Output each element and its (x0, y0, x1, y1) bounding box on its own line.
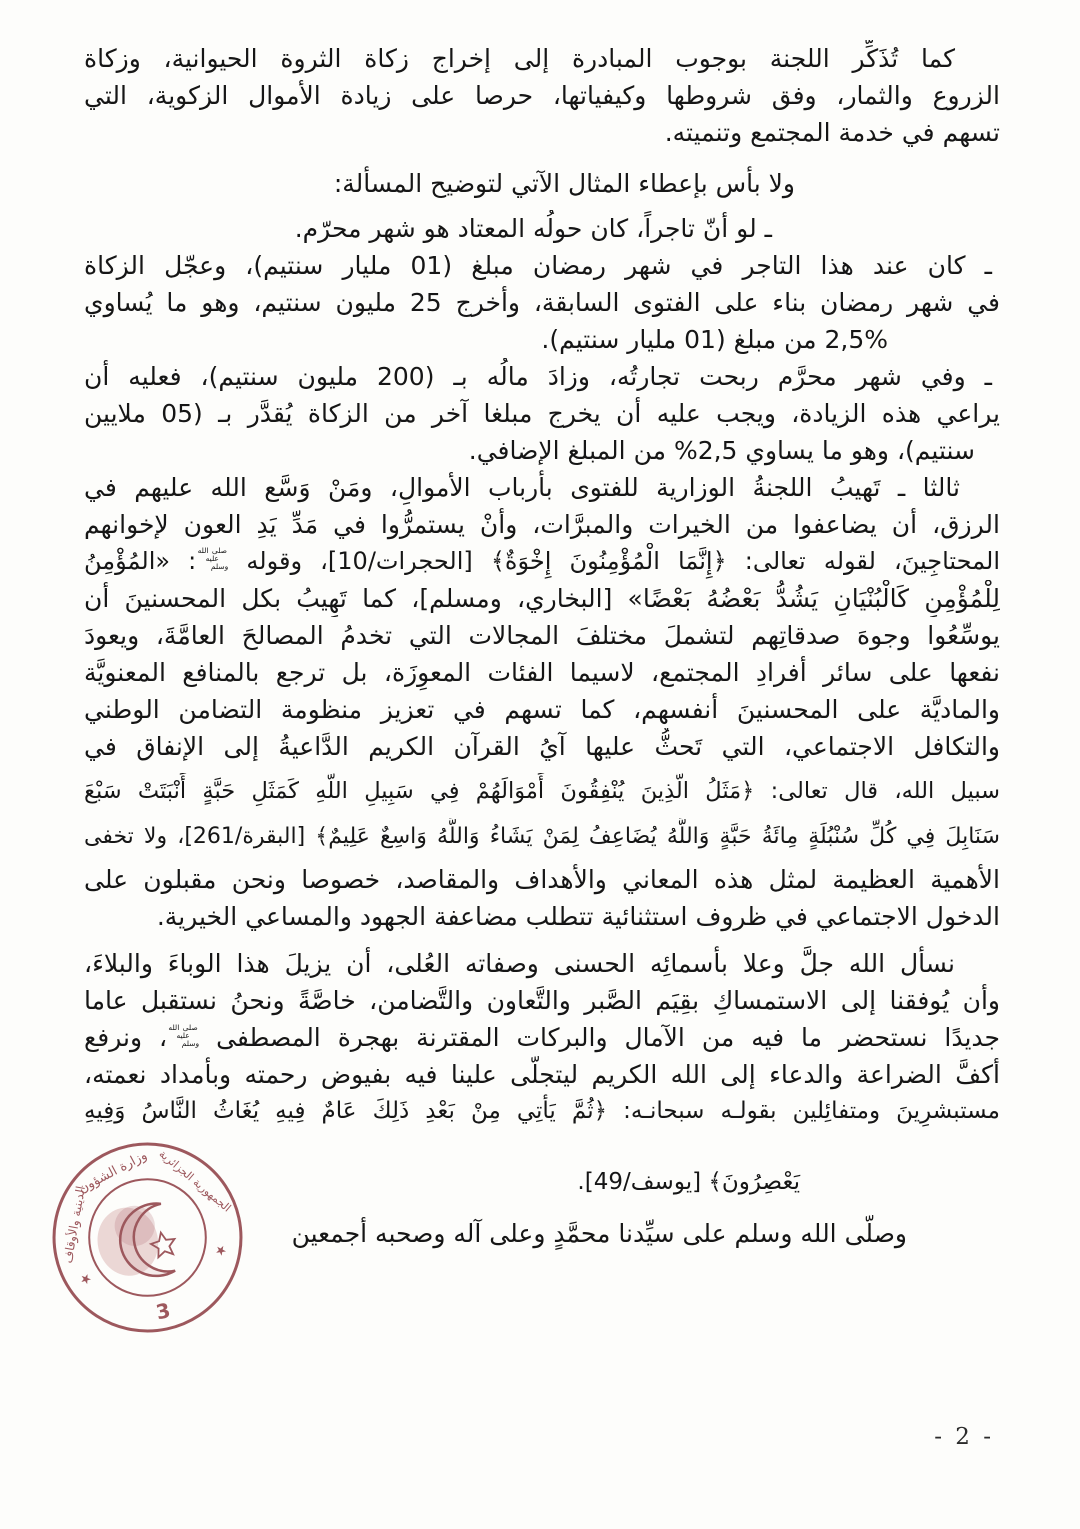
text-line: المحتاجِينَ، لقوله تعالى: ﴿إِنَّمَا الْمُؤْمِنُونَ إِخْوَةٌ﴾ [الحجرات/10]، وقوله صلى الله عليه وسلم: «المُؤْمِنُ (84, 546, 1000, 575)
text-line: كما تُذَكِّر اللجنة بوجوب المبادرة إلى إخراج زكاة الثروة الحيوانية، وزكاة (84, 44, 955, 73)
seal-star-left-icon: ★ (76, 1269, 96, 1288)
text-line: الأهمية العظيمة لمثل هذه المعاني والأهداف والمقاصد، خصوصا ونحن مقبلون على (84, 865, 1000, 894)
text-line: وأن يُوفقنا إلى الاستمساكِ بقِيَم الصَّبر والتَّعاون والتَّضامن، خاصَّةً ونحنُ نستقبل عاما (84, 986, 1000, 1015)
text-line: أكفَّ الضراعة والدعاء إلى الله الكريم ليتجلَّى علينا فيه بفيوض رحمته وبأمداد نعمته، (84, 1060, 1000, 1089)
text-line: والتكافل الاجتماعي، التي تَحثُّ عليها آيُ القرآن الكريم الدَّاعيةُ إلى الإنفاق في (84, 732, 1000, 761)
text-line: في شهر رمضان بناء على الفتوى السابقة، وأخرج 25 مليون سنتيم، وهو ما يُساوي (84, 288, 1000, 317)
seal-number: 3 (153, 1298, 173, 1325)
text-line: ولا بأس بإعطاء المثال الآتي لتوضيح المسألة: (333, 169, 795, 198)
page-number: - 2 - (934, 1424, 994, 1450)
text-line: الزروع والثمار، وفق شروطها وكيفياتها، حرصا على زيادة الأموال الزكوية، التي (84, 81, 1000, 110)
prophet-blessing-symbol: صلى الله عليه وسلم (197, 546, 229, 571)
text-line: تسهم في خدمة المجتمع وتنميته. (664, 118, 1000, 147)
text-line: لِلْمُؤْمِنِ كَالْبُنْيَانِ يَشُدُّ بَعْضُهُ بَعْضًا» [البخاري، ومسلم]، كما تَهِيبُ بكل المحسنينَ أن (84, 584, 1000, 613)
text-line: مستبشرِينَ ومتفائِلين بقولـه سبحانـه: ﴿ثُمَّ يَأْتِي مِنْ بَعْدِ ذَلِكَ عَامٌ فِيهِ يُغَاثُ النَّاسُ وَفِيهِ (84, 1098, 1000, 1124)
text-line: وصلَّى الله وسلم على سيِّدنا محمَّدٍ وعلى آله وصحبه أجمعين (291, 1219, 907, 1248)
text-line: سَنَابِلَ فِي كُلِّ سُنْبُلَةٍ مِائَةُ حَبَّةٍ وَاللَّهُ يُضَاعِفُ لِمَنْ يَشَاءُ وَاللَّهُ وَاسِعٌ عَلِيمٌ﴾ [البقرة/261]، ولا تخفى (84, 824, 1000, 849)
prophet-blessing-symbol: صلى الله عليه وسلم (168, 1023, 200, 1048)
seal-ministry-text: وزارة الشؤون (76, 1147, 150, 1197)
seal-republic-text: الجمهورية الجزائرية (156, 1147, 234, 1215)
text-line: ـ لو أنّ تاجراً، كان حولُه المعتاد هو شهر محرّم. (294, 214, 772, 243)
text-line: الرزق، أن يضاعفوا من الخيرات والمبرَّات، وأنْ يستمرُّوا في مَدِّ يَدِ العون لإخوانهم (84, 510, 1000, 539)
text-line: ـ كان عند هذا التاجر في شهر رمضان مبلغ (01 مليار سنتيم)، وعجّل الزكاة (84, 251, 992, 280)
text-line: جديدًا نستحضر ما فيه من الآمال والبركات المقترنة بهجرة المصطفى صلى الله عليه وسلم، ونرفع (84, 1023, 1000, 1052)
text-line: والماديَّة على المحسنينَ أنفسهم، كما تسهم في تعزيز منظومة التضامن الوطني (84, 695, 1000, 724)
text-line: سنتيم)، وهو ما يساوي 2,5% من المبلغ الإضافي. (468, 436, 975, 465)
text-line: يراعي هذه الزيادة، ويجب عليه أن يخرج مبلغا آخر من الزكاة يُقدَّر بـ (05 ملايين (84, 399, 1000, 428)
document-body (84, 40, 1000, 1252)
official-seal (45, 1135, 250, 1340)
text-line: 2,5% من مبلغ (01 مليار سنتيم). (541, 325, 888, 354)
seal-star-right-icon: ★ (211, 1243, 229, 1258)
text-line: يوسِّعُوا وجوهَ صدقاتِهم لتشملَ مختلفَ المجالات التي تخدمُ المصالحَ العامَّةَ، ويعودَ (84, 621, 1000, 650)
text-line: سبيل الله، قال تعالى: ﴿مَثَلُ الَّذِينَ يُنْفِقُونَ أَمْوَالَهُمْ فِي سَبِيلِ اللَّهِ كَمَثَلِ حَبَّةٍ أَنْبَتَتْ سَبْعَ (84, 778, 1000, 804)
text-line: نسأل الله جلَّ وعلا بأسمائِه الحسنى وصفاته العُلى، أن يزيلَ هذا الوباءَ والبلاءَ، (84, 949, 955, 978)
text-line: يَعْصِرُونَ﴾ [يوسف/49]. (577, 1169, 800, 1195)
text-line: ـ وفي شهر محرَّم ربحت تجارتُه، وزادَ مالُه بـ (200 مليون سنتيم)، فعليه أن (84, 362, 992, 391)
text-line: ثالثا ـ تَهيبُ اللجنةُ الوزارية للفتوى بأرباب الأموالِ، ومَنْ وَسَّع الله عليهم في (84, 473, 960, 502)
seal-ministry-text-2: الدينية والأوقاف (60, 1184, 88, 1265)
text-line: الدخول الاجتماعي في ظروف استثنائية تتطلب مضاعفة الجهود والمساعي الخيرية. (156, 902, 1000, 931)
text-line: نفعها على سائر أفرادِ المجتمع، لاسيما الفئات المعوِزَة، بل ترجع بالمنافع المعنويَّة (84, 658, 1000, 687)
